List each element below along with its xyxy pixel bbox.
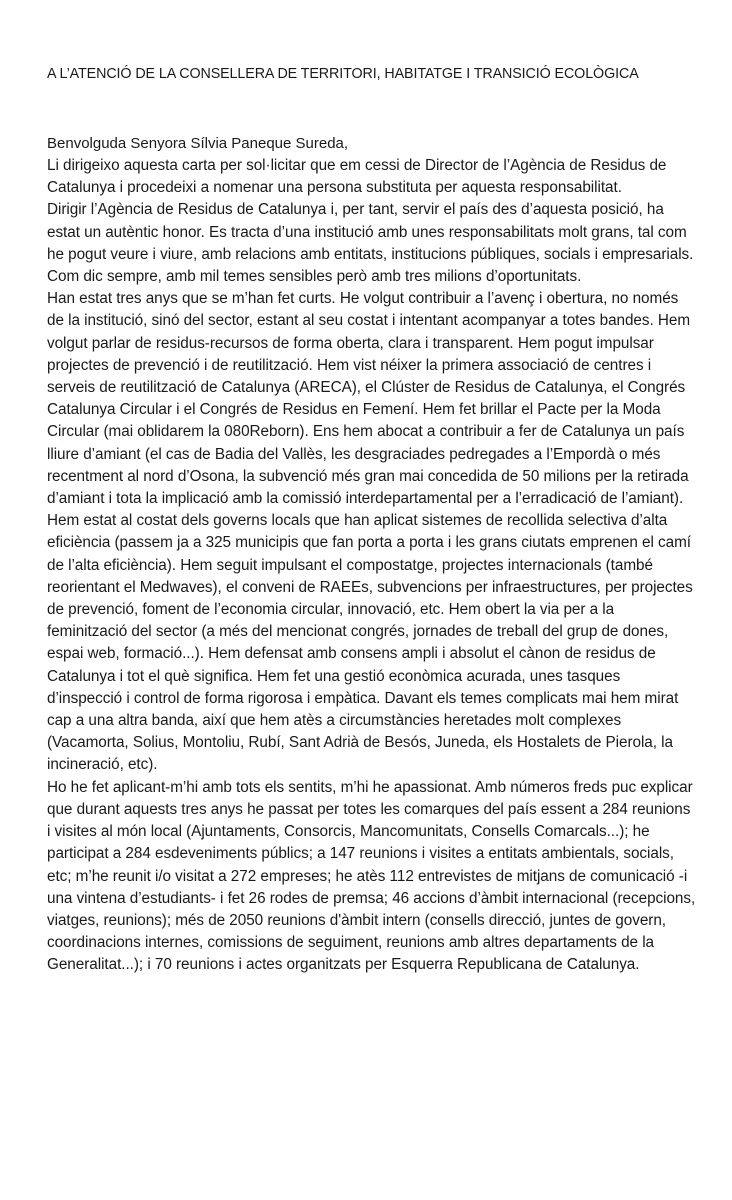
- letter-heading: A L’ATENCIÓ DE LA CONSELLERA DE TERRITORI, HABITATGE I TRANSICIÓ ECOLÒGICA: [47, 66, 639, 82]
- letter-page: [47, 64, 697, 977]
- paragraph-request: Li dirigeixo aquesta carta per sol·licitar que em cessi de Director de l’Agència de Residus de Catalunya i procedeixi a nomenar una persona substituta per aquesta responsabilitat.: [47, 157, 667, 197]
- paragraph-achievements: Han estat tres anys que se m’han fet curts. He volgut contribuir a l’avenç i obertura, no només de la institució, sinó del sector, estant al seu costat i intentant acompanyar a totes bandes. Hem volgut parlar de residus-recursos de forma oberta, clara i transparent. Hem pogut impulsar projectes de prevenció i de reutilització. Hem vist néixer la primera associació de centres i serveis de reutilització de Catalunya (ARECA), el Clúster de Residus de Catalunya, el Congrés Catalunya Circular i el Congrés de Residus en Femení. Hem fet brillar el Pacte per la Moda Circular (mai oblidarem la 080Reborn). Ens hem abocat a contribuir a fer de Catalunya un país lliure d’amiant (el cas de Badia del Vallès, les desgraciades pedregades a l’Empordà o més recentment al nord d’Osona, la subvenció més gran mai concedida de 50 milions per la retirada d’amiant i tota la implicació amb la comissió interdepartamental per a l’erradicació de l’amiant). Hem estat al costat dels governs locals que han aplicat sistemes de recollida selectiva d’alta eficiència (passem ja a 325 municipis que fan porta a porta i les grans ciutats emprenen el camí de l’alta eficiència). Hem seguit impulsant el compostatge, projectes internacionals (també reorientant el Medwaves), el conveni de RAEEs, subvencions per infraestructures, per projectes de prevenció, foment de l’economia circular, innovació, etc. Hem obert la via per a la feminització del sector (a més del mencionat congrés, jornades de treball del grup de dones, espai web, formació...). Hem defensat amb consens ampli i absolut el cànon de residus de Catalunya i tot el què significa. Hem fet una gestió econòmica acurada, unes tasques d’inspecció i control de forma rigorosa i empàtica. Davant els temes complicats mai hem mirat cap a una altra banda, així que hem atès a circumstàncies heretades molt complexes (Vacamorta, Solius, Montoliu, Rubí, Sant Adrià de Besós, Juneda, els Hostalets de Pierola, la incineració, etc).: [47, 290, 693, 774]
- paragraph-numbers: Ho he fet aplicant-m’hi amb tots els sentits, m’hi he apassionat. Amb números freds puc explicar que durant aquests tres anys he passat per totes les comarques del país essent a 284 reunions i visites al món local (Ajuntaments, Consorcis, Mancomunitats, Consells Comarcals...); he participat a 284 esdeveniments públics; a 147 reunions i visites a entitats ambientals, socials, etc; m’he reunit i/o visitat a 272 empreses; he atès 112 entrevistes de mitjans de comunicació -i una vintena d’estudiants- i fet 26 rodes de premsa; 46 accions d’àmbit internacional (recepcions, viatges, reunions); més de 2050 reunions d'àmbit intern (consells direcció, juntes de govern, coordinacions internes, comissions de seguiment, reunions amb altres departaments de la Generalitat...); i 70 reunions i actes organitzats per Esquerra Republicana de Catalunya.: [47, 778, 696, 974]
- letter-salutation: Benvolguda Senyora Sílvia Paneque Sureda,: [47, 135, 349, 152]
- paragraph-honor: Dirigir l’Agència de Residus de Catalunya i, per tant, servir el país des d’aquesta posició, ha estat un autèntic honor. Es tracta d’una institució amb unes responsabilitats molt grans, tal com he pogut veure i viure, amb relacions amb entitats, institucions públiques, socials i empresarials. Com dic sempre, amb mil temes sensibles però amb tres milions d’oportunitats.: [47, 201, 694, 286]
